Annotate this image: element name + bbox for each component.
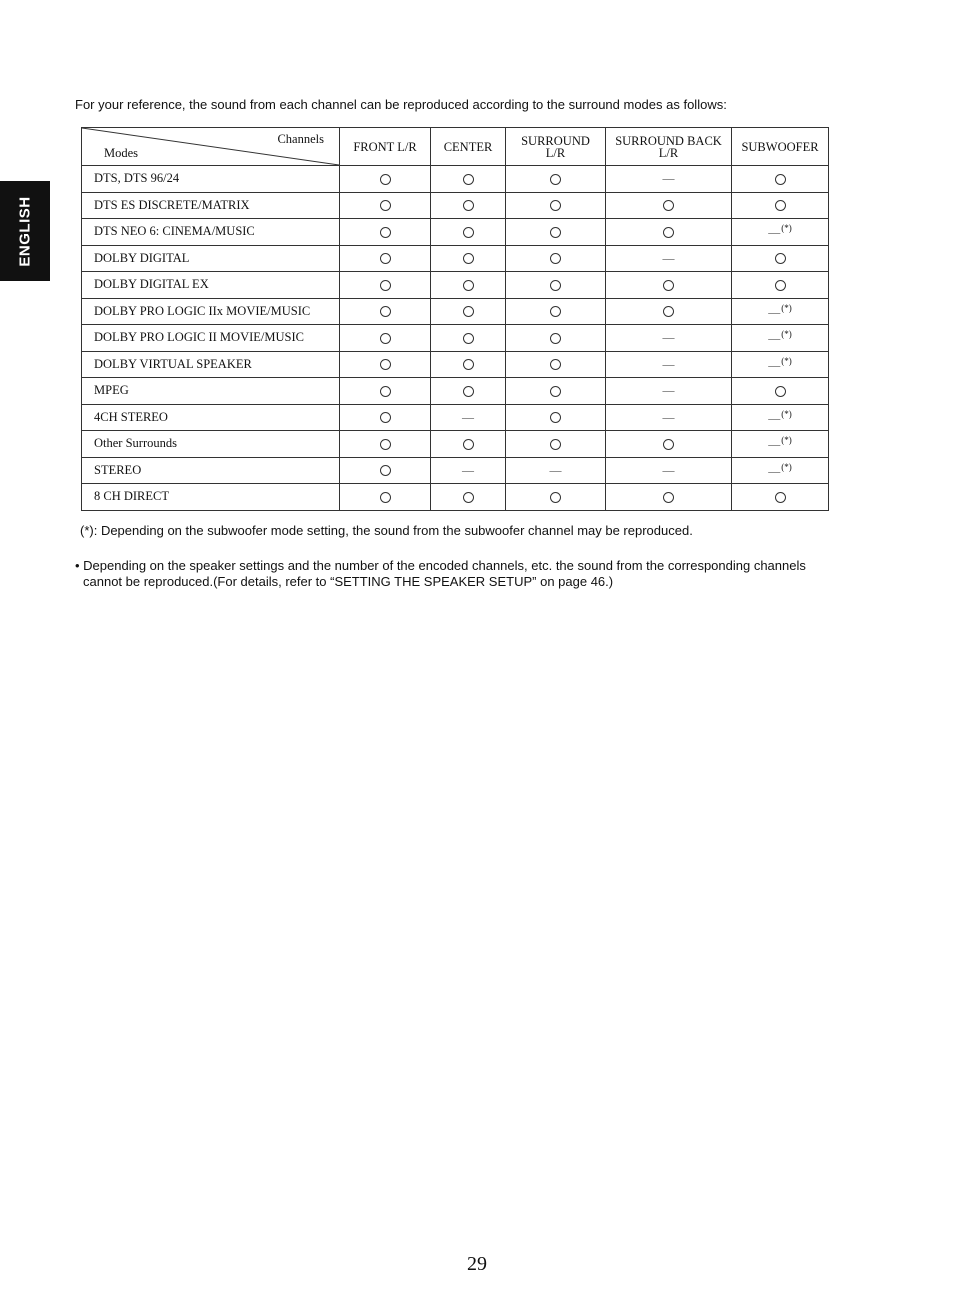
reproduced-circle-icon — [380, 200, 391, 211]
channel-cell — [606, 166, 732, 193]
mode-cell: DTS ES DISCRETE/MATRIX — [82, 192, 340, 219]
channel-cell — [732, 378, 829, 405]
not-reproduced-dash-icon: — — [768, 410, 781, 425]
not-reproduced-dash-icon: — — [768, 225, 781, 240]
channel-cell — [340, 484, 431, 511]
table-row — [82, 404, 829, 431]
table-row — [82, 325, 829, 352]
reproduced-circle-icon — [550, 386, 561, 397]
channel-cell — [340, 378, 431, 405]
channel-cell — [732, 404, 829, 431]
channel-cell — [732, 325, 829, 352]
reproduced-circle-icon — [463, 439, 474, 450]
footnote-text: (*): Depending on the subwoofer mode setting, the sound from the subwoofer channel may be reproduced. — [80, 523, 693, 538]
column-header: CENTER — [431, 128, 506, 166]
not-reproduced-dash-icon: — — [462, 462, 474, 477]
reproduced-circle-icon — [380, 386, 391, 397]
channel-cell — [732, 351, 829, 378]
reproduced-circle-icon — [663, 306, 674, 317]
footnote-marker: (*) — [781, 355, 792, 366]
not-reproduced-dash-icon: — — [662, 383, 675, 398]
channel-cell — [606, 484, 732, 511]
mode-cell: STEREO — [82, 457, 340, 484]
table-row — [82, 219, 829, 246]
reproduced-circle-icon — [463, 359, 474, 370]
channel-cell — [431, 351, 506, 378]
reproduced-circle-icon — [380, 412, 391, 423]
language-tab-label: ENGLISH — [16, 195, 34, 267]
not-reproduced-dash-icon: — — [662, 462, 675, 477]
channel-cell — [606, 378, 732, 405]
reproduced-circle-icon — [550, 333, 561, 344]
reproduced-circle-icon — [550, 253, 561, 264]
channel-cell — [732, 166, 829, 193]
reproduced-circle-icon — [550, 280, 561, 291]
corner-modes-label: Modes — [104, 146, 139, 160]
channel-cell — [506, 351, 606, 378]
column-header-text: SURROUND BACK L/R — [615, 133, 722, 160]
reproduced-circle-icon — [663, 227, 674, 238]
column-header: FRONT L/R — [340, 128, 431, 166]
channel-cell — [431, 166, 506, 193]
channel-cell — [431, 457, 506, 484]
reproduced-circle-icon — [380, 439, 391, 450]
channel-cell — [506, 431, 606, 458]
reproduced-circle-icon — [550, 174, 561, 185]
channel-cell — [340, 457, 431, 484]
bullet-note — [75, 558, 875, 590]
reproduced-circle-icon — [663, 492, 674, 503]
mode-cell: DOLBY DIGITAL EX — [82, 272, 340, 299]
reproduced-circle-icon — [775, 492, 786, 503]
reproduced-circle-icon — [380, 253, 391, 264]
channel-cell — [431, 298, 506, 325]
mode-cell: DOLBY DIGITAL — [82, 245, 340, 272]
reproduced-circle-icon — [380, 174, 391, 185]
channel-cell — [732, 192, 829, 219]
not-reproduced-dash-icon: — — [662, 171, 675, 186]
channel-cell — [606, 272, 732, 299]
reproduced-circle-icon — [550, 412, 561, 423]
not-reproduced-dash-icon: — — [768, 463, 781, 478]
channel-cell — [732, 457, 829, 484]
channel-cell — [431, 272, 506, 299]
reproduced-circle-icon — [775, 200, 786, 211]
mode-cell: DTS NEO 6: CINEMA/MUSIC — [82, 219, 340, 246]
reproduced-circle-icon — [380, 227, 391, 238]
channel-cell — [431, 378, 506, 405]
not-reproduced-dash-icon: — — [768, 437, 781, 452]
table-row — [82, 378, 829, 405]
channel-cell — [506, 272, 606, 299]
channel-cell — [606, 431, 732, 458]
reproduced-circle-icon — [550, 439, 561, 450]
column-header — [506, 128, 606, 166]
channel-cell — [506, 378, 606, 405]
page-number: 29 — [467, 1253, 487, 1275]
reproduced-circle-icon — [550, 359, 561, 370]
footnote-marker: (*) — [781, 302, 792, 313]
table-row — [82, 457, 829, 484]
reproduced-circle-icon — [463, 280, 474, 291]
mode-cell: DTS, DTS 96/24 — [82, 166, 340, 193]
column-header — [606, 128, 732, 166]
channel-cell — [606, 219, 732, 246]
table-row — [82, 272, 829, 299]
table-row — [82, 484, 829, 511]
corner-header-cell — [82, 128, 340, 166]
not-reproduced-dash-icon: — — [768, 304, 781, 319]
channel-cell — [506, 166, 606, 193]
reproduced-circle-icon — [775, 174, 786, 185]
channel-cell — [732, 484, 829, 511]
reproduced-circle-icon — [463, 386, 474, 397]
table-header-row — [82, 128, 829, 166]
footnote-marker: (*) — [781, 223, 792, 234]
mode-cell: DOLBY PRO LOGIC II MOVIE/MUSIC — [82, 325, 340, 352]
mode-cell: DOLBY PRO LOGIC IIx MOVIE/MUSIC — [82, 298, 340, 325]
mode-cell: 8 CH DIRECT — [82, 484, 340, 511]
table-row — [82, 298, 829, 325]
footnote-marker: (*) — [781, 408, 792, 419]
mode-cell: MPEG — [82, 378, 340, 405]
reproduced-circle-icon — [463, 227, 474, 238]
table-row — [82, 351, 829, 378]
reproduced-circle-icon — [463, 174, 474, 185]
not-reproduced-dash-icon: — — [662, 330, 675, 345]
channel-cell — [506, 325, 606, 352]
channel-cell — [606, 325, 732, 352]
not-reproduced-dash-icon: — — [662, 409, 675, 424]
reproduced-circle-icon — [550, 492, 561, 503]
table-body — [82, 166, 829, 511]
channel-cell — [340, 404, 431, 431]
table-row — [82, 192, 829, 219]
reproduced-circle-icon — [463, 200, 474, 211]
reproduced-circle-icon — [463, 333, 474, 344]
reproduced-circle-icon — [550, 227, 561, 238]
channel-cell — [340, 272, 431, 299]
reproduced-circle-icon — [663, 439, 674, 450]
channel-cell — [732, 219, 829, 246]
reproduced-circle-icon — [463, 253, 474, 264]
channel-cell — [340, 166, 431, 193]
reproduced-circle-icon — [380, 333, 391, 344]
channel-cell — [431, 404, 506, 431]
bullet-note-line2: cannot be reproduced.(For details, refer to “SETTING THE SPEAKER SETUP” on page 46.) — [83, 574, 614, 589]
column-header-text: SURROUND L/R — [521, 133, 590, 160]
channel-cell — [431, 484, 506, 511]
surround-mode-table — [81, 127, 829, 511]
channel-cell — [340, 245, 431, 272]
footnote-marker: (*) — [781, 329, 792, 340]
reproduced-circle-icon — [663, 200, 674, 211]
reproduced-circle-icon — [463, 306, 474, 317]
reproduced-circle-icon — [775, 253, 786, 264]
channel-cell — [340, 431, 431, 458]
not-reproduced-dash-icon: — — [768, 331, 781, 346]
not-reproduced-dash-icon: — — [768, 357, 781, 372]
not-reproduced-dash-icon: — — [462, 409, 474, 424]
reproduced-circle-icon — [380, 492, 391, 503]
channel-cell — [506, 192, 606, 219]
channel-cell — [732, 298, 829, 325]
reproduced-circle-icon — [550, 200, 561, 211]
channel-cell — [431, 192, 506, 219]
channel-cell — [431, 219, 506, 246]
channel-cell — [732, 245, 829, 272]
channel-cell — [606, 192, 732, 219]
channel-cell — [732, 272, 829, 299]
channel-cell — [506, 219, 606, 246]
mode-cell: DOLBY VIRTUAL SPEAKER — [82, 351, 340, 378]
reproduced-circle-icon — [775, 386, 786, 397]
channel-cell — [431, 431, 506, 458]
footnote-marker: (*) — [781, 435, 792, 446]
not-reproduced-dash-icon: — — [549, 462, 562, 477]
table-row — [82, 431, 829, 458]
channel-cell — [606, 351, 732, 378]
channel-cell — [506, 298, 606, 325]
channel-cell — [732, 431, 829, 458]
channel-cell — [606, 457, 732, 484]
channel-cell — [506, 457, 606, 484]
channel-cell — [606, 298, 732, 325]
channel-cell — [506, 484, 606, 511]
channel-cell — [431, 245, 506, 272]
reproduced-circle-icon — [550, 306, 561, 317]
channel-cell — [606, 245, 732, 272]
reproduced-circle-icon — [463, 492, 474, 503]
mode-cell: Other Surrounds — [82, 431, 340, 458]
channel-cell — [340, 219, 431, 246]
channel-cell — [340, 192, 431, 219]
bullet-note-line1: • Depending on the speaker settings and the number of the encoded channels, etc. the sound from the corresponding channels — [75, 558, 806, 573]
mode-cell: 4CH STEREO — [82, 404, 340, 431]
channel-cell — [506, 245, 606, 272]
channel-cell — [340, 298, 431, 325]
column-header: SUBWOOFER — [732, 128, 829, 166]
intro-text: For your reference, the sound from each channel can be reproduced according to the surround modes as follows: — [75, 97, 727, 112]
reproduced-circle-icon — [380, 359, 391, 370]
reproduced-circle-icon — [775, 280, 786, 291]
footnote-marker: (*) — [781, 461, 792, 472]
corner-channels-label: Channels — [277, 132, 324, 146]
table-row — [82, 245, 829, 272]
reproduced-circle-icon — [380, 465, 391, 476]
reproduced-circle-icon — [380, 280, 391, 291]
reproduced-circle-icon — [380, 306, 391, 317]
reproduced-circle-icon — [663, 280, 674, 291]
table-row — [82, 166, 829, 193]
channel-cell — [340, 325, 431, 352]
language-tab — [0, 181, 50, 281]
channel-cell — [606, 404, 732, 431]
not-reproduced-dash-icon: — — [662, 250, 675, 265]
channel-cell — [431, 325, 506, 352]
channel-cell — [340, 351, 431, 378]
not-reproduced-dash-icon: — — [662, 356, 675, 371]
channel-cell — [506, 404, 606, 431]
